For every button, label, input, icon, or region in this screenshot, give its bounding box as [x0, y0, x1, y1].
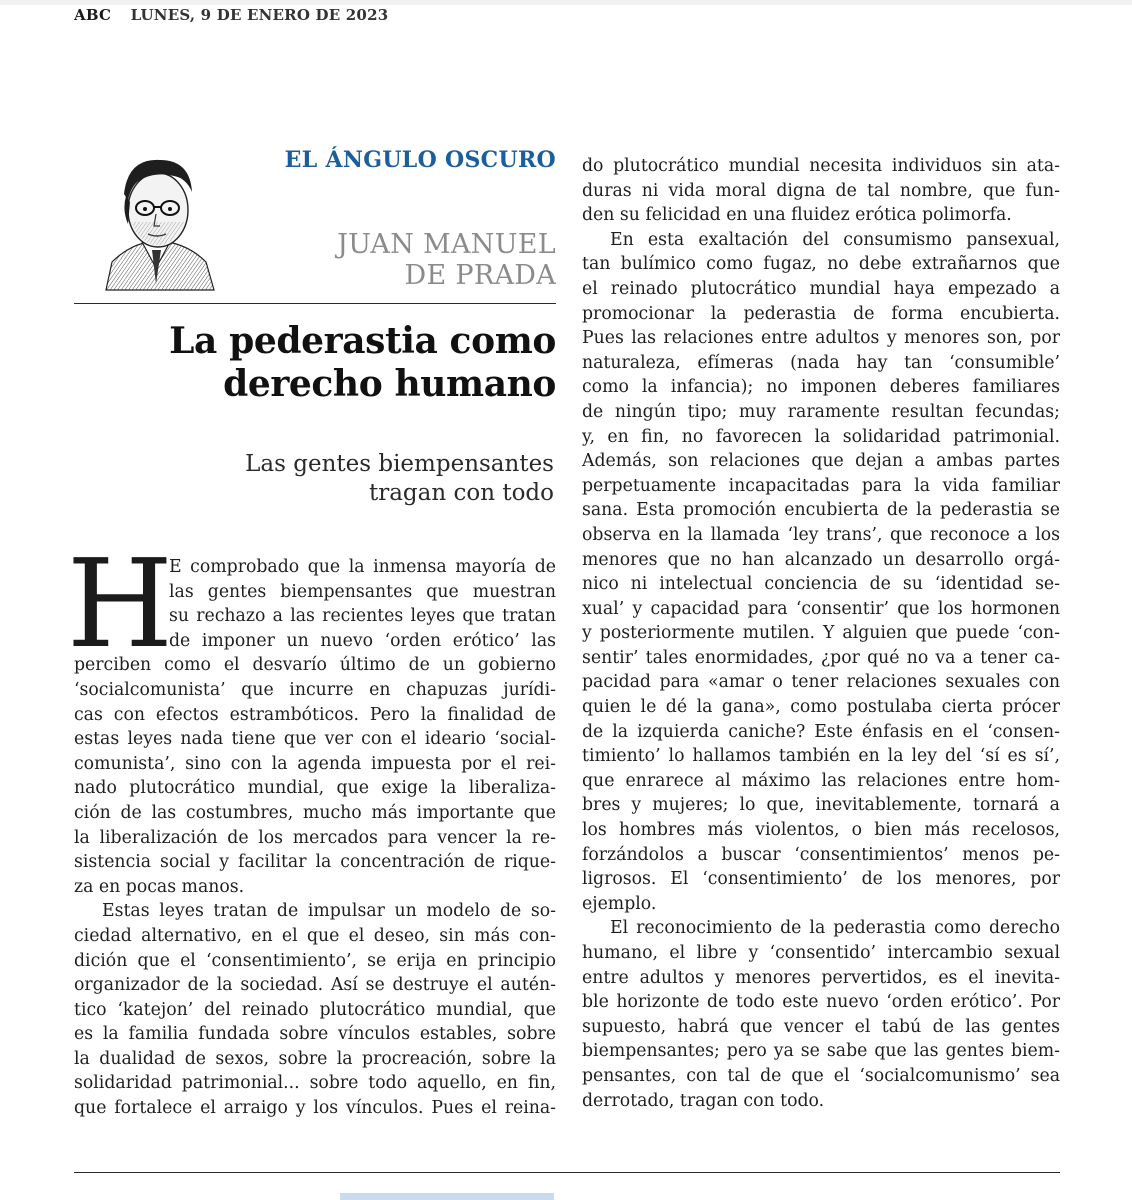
body-line: de imponer un nuevo ‘orden erótico’ las: [169, 630, 556, 651]
body-line: los hombres más violentos, o bien más recelosos,: [582, 820, 1060, 841]
body-line: El reconocimiento de la pederastia como derecho: [610, 918, 1060, 939]
body-line: E comprobado que la inmensa mayoría de: [169, 557, 556, 577]
body-line: pacidad para «amar o tener relaciones sexuales con: [582, 672, 1060, 693]
body-line: la dualidad de sexos, sobre la procreación, sobre la: [74, 1048, 556, 1069]
body-line: es la familia fundada sobre vínculos estables, sobre: [74, 1024, 556, 1045]
body-line: ble horizonte de todo este nuevo ‘orden erótico’. Por: [582, 992, 1060, 1013]
body-line: Además, son relaciones que dejan a ambas partes: [582, 451, 1060, 472]
body-line: organizador de la sociedad. Así se destruye el autén-: [74, 975, 556, 996]
body-line: cas con efectos estrambóticos. Pero la finalidad de: [74, 704, 556, 725]
body-line: den su felicidad en una fluidez erótica polimorfa.: [582, 205, 1012, 226]
body-line: duras ni vida moral digna de tal nombre, que fun-: [582, 180, 1060, 201]
body-line: pensantes, con tal de que el ‘socialcomunismo’ sea: [582, 1065, 1060, 1086]
body-line: biempensantes; pero ya se sabe que las gentes biem-: [582, 1041, 1060, 1062]
author-portrait-illustration: [98, 150, 216, 290]
article-subtitle: [150, 450, 554, 508]
subtitle-line: tragan con todo: [368, 480, 554, 506]
body-line: quien le dé la gana», como postulaba cierta prócer: [582, 697, 1060, 718]
subtitle-line: Las gentes biempensantes: [245, 451, 554, 477]
body-line: estas leyes nada tiene que ver con el ideario ‘social-: [74, 729, 556, 750]
body-line: timiento’ lo hallamos también en la ley del ‘sí es sí’,: [582, 746, 1060, 767]
body-line: ‘socialcomunista’ que incurre en chapuzas jurídi-: [74, 679, 556, 700]
article-column-right: [582, 154, 1060, 1113]
body-line: do plutocrático mundial necesita individuos sin ata-: [582, 156, 1060, 176]
body-line: perciben como el desvarío último de un gobierno: [74, 655, 556, 676]
body-line: menores que no han alcanzado un desarrollo orgá-: [582, 549, 1060, 570]
body-line: sentir’ tales enormidades, ¿por qué no va a tener ca-: [582, 647, 1060, 668]
body-line: derrotado, tragan con todo.: [582, 1090, 825, 1111]
body-line: nado plutocrático mundial, que exige la liberaliza-: [74, 778, 556, 799]
top-border: [0, 0, 1132, 5]
body-line: bres y mujeres; lo que, inevitablemente, tornará a: [582, 795, 1060, 816]
body-line: entre adultos y menores pervertidos, es el inevita-: [582, 967, 1060, 988]
body-line: ejemplo.: [582, 893, 657, 914]
body-line: el reinado plutocrático mundial haya empezado a: [582, 278, 1060, 299]
body-line: Pues las relaciones entre adultos y menores son, por: [582, 328, 1060, 349]
body-line: ción de las costumbres, mucho más importante que: [74, 802, 556, 823]
body-line: tan bulímico como fugaz, no debe extrañarnos que: [582, 254, 1060, 275]
body-line: las gentes biempensantes que muestran: [169, 581, 556, 602]
body-line: de la izquierda caniche? Este énfasis en el ‘consen-: [582, 721, 1060, 742]
body-line: la liberalización de los mercados para vencer la re-: [74, 827, 556, 848]
body-line: perpetuamente incapacitadas para la vida familiar: [582, 475, 1060, 496]
publication-name: ABC: [74, 6, 112, 24]
body-line: dición que el ‘consentimiento’, se erija en principio: [74, 950, 556, 971]
body-line: como la infancia); no imponen deberes familiares: [582, 377, 1060, 398]
body-line: nico ni intelectual conciencia de su ‘identidad se-: [582, 574, 1060, 595]
article-column-left: [74, 555, 556, 1121]
body-line: En esta exaltación del consumismo pansexual,: [610, 229, 1060, 250]
page-header: [74, 6, 388, 24]
footer-divider: [74, 1172, 1060, 1173]
body-line: sana. Esta promoción encubierta de la pederastia se: [582, 500, 1060, 521]
body-line: tico ‘katejon’ del reinado plutocrático mundial, que: [74, 999, 556, 1020]
author-name-line: DE PRADA: [404, 260, 556, 291]
headline-line: derecho humano: [223, 363, 556, 405]
body-line: ligrosos. El ‘consentimiento’ de los menores, por: [582, 869, 1060, 890]
body-line: humano, el libre y ‘consentido’ intercambio sexual: [582, 943, 1060, 963]
drop-cap-letter: H: [66, 533, 174, 675]
body-line: comunista’, sino con la agenda impuesta por el rei-: [74, 753, 556, 774]
body-line: que enrarece al máximo las relaciones entre hom-: [582, 770, 1060, 791]
body-line: naturaleza, efímeras (nada hay tan ‘consumible’: [582, 352, 1060, 373]
body-line: xual’ y capacidad para ‘consentir’ que los hormonen: [582, 598, 1060, 619]
body-line: za en pocas manos.: [74, 876, 245, 897]
body-line: observa en la llamada ‘ley trans’, que reconoce a los: [582, 524, 1060, 545]
body-line: solidaridad patrimonial... sobre todo aquello, en fin,: [74, 1073, 556, 1094]
body-line: sistencia social y facilitar la concentración de rique-: [74, 852, 556, 873]
body-line: y posteriormente mutilen. Y alguien que puede ‘con-: [582, 623, 1060, 644]
body-line: forzándolos a buscar ‘consentimientos’ menos pe-: [582, 844, 1060, 865]
body-line: de ningún tipo; muy raramente resultan fecundas;: [582, 401, 1060, 422]
author-name: [280, 229, 556, 291]
next-section-banner-edge: [340, 1193, 554, 1200]
section-title: EL ÁNGULO OSCURO: [284, 147, 556, 173]
body-line: Estas leyes tratan de impulsar un modelo de so-: [102, 901, 556, 922]
body-line: ciedad alternativo, en el que el deseo, sin más con-: [74, 925, 556, 946]
body-line: supuesto, habrá que vencer el tabú de las gentes: [582, 1016, 1060, 1037]
header-divider: [74, 303, 556, 304]
article-headline: [74, 320, 556, 406]
body-line: su rechazo a las recientes leyes que tratan: [169, 606, 556, 627]
author-name-line: JUAN MANUEL: [337, 229, 556, 260]
publication-date: LUNES, 9 DE ENERO DE 2023: [130, 6, 389, 24]
body-line: promocionar la pederastia de forma encubierta.: [582, 303, 1060, 324]
body-line: que fortalece el arraigo y los vínculos. Pues el reina-: [74, 1098, 556, 1119]
headline-line: La pederastia como: [169, 320, 556, 362]
body-line: y, en fin, no favorecen la solidaridad patrimonial.: [582, 426, 1060, 447]
